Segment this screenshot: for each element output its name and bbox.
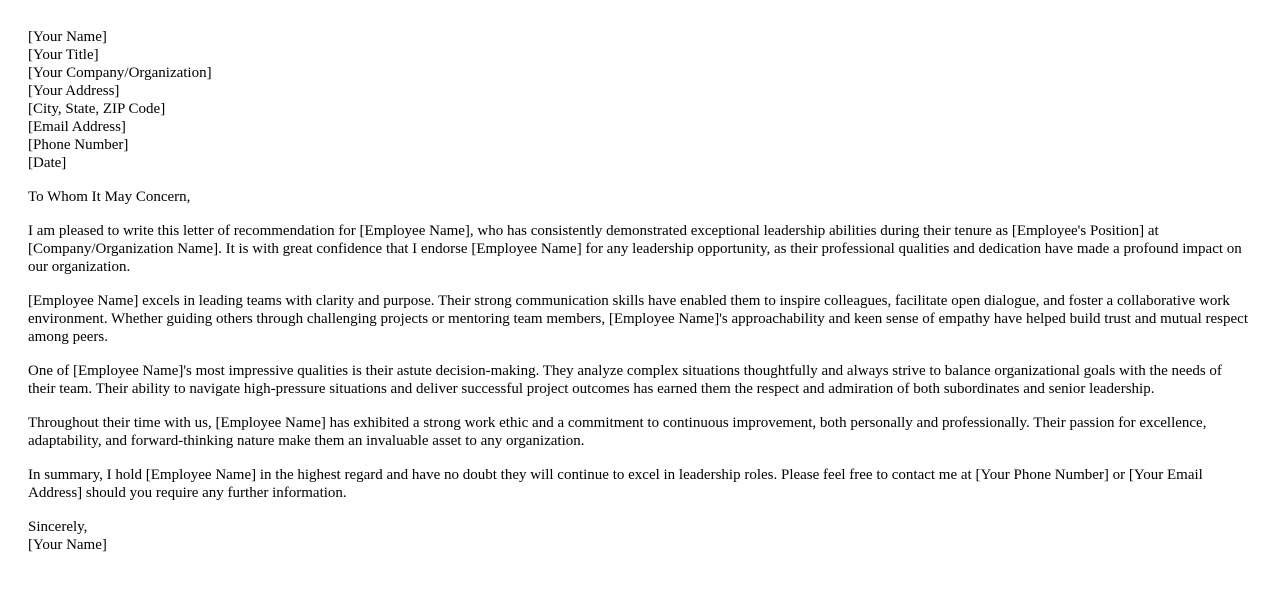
body-paragraph-introduction: I am pleased to write this letter of recommendation for [Employee Name], who has consistently demonstrated exceptional leadership abilities during their tenure as [Employee's Position] at [Company/Organization Name]. It is with great confidence that I endorse [Employee Name] for any leadership opportunity, as their professional qualities and dedication have made a profound impact on our organization. [28, 223, 1242, 275]
body-paragraph-decision-making: One of [Employee Name]'s most impressive qualities is their astute decision-making. They analyze complex situations thoughtfully and always strive to balance organizational goals with the needs of their team. Their ability to navigate high-pressure situations and deliver successful project outcomes has earned them the respect and admiration of both subordinates and senior leadership. [28, 363, 1222, 397]
letter-document [28, 28, 1250, 554]
sender-title: [Your Title] [28, 47, 99, 63]
sender-company: [Your Company/Organization] [28, 65, 212, 81]
sender-name: [Your Name] [28, 29, 107, 45]
body-paragraph-team-leadership: [Employee Name] excels in leading teams with clarity and purpose. Their strong communication skills have enabled them to inspire colleagues, facilitate open dialogue, and foster a collaborative work environment. Whether guiding others through challenging projects or mentoring team members, [Employee Name]'s approachability and keen sense of empathy have helped build trust and mutual respect among peers. [28, 293, 1248, 345]
sender-email: [Email Address] [28, 119, 126, 135]
body-paragraph-work-ethic: Throughout their time with us, [Employee Name] has exhibited a strong work ethic and a commitment to continuous improvement, both personally and professionally. Their passion for excellence, adaptability, and forward-thinking nature make them an invaluable asset to any organization. [28, 415, 1207, 449]
closing-block [28, 518, 1250, 554]
sender-address: [Your Address] [28, 83, 120, 99]
sender-address-block [28, 28, 1250, 172]
salutation: To Whom It May Concern, [28, 189, 191, 205]
body-paragraph-summary: In summary, I hold [Employee Name] in the highest regard and have no doubt they will continue to excel in leadership roles. Please feel free to contact me at [Your Phone Number] or [Your Email Address] should you require any further information. [28, 467, 1203, 501]
sender-phone: [Phone Number] [28, 137, 129, 153]
valediction: Sincerely, [28, 519, 88, 535]
sender-city-state-zip: [City, State, ZIP Code] [28, 101, 166, 117]
signature-name: [Your Name] [28, 537, 107, 553]
letter-date: [Date] [28, 155, 67, 171]
